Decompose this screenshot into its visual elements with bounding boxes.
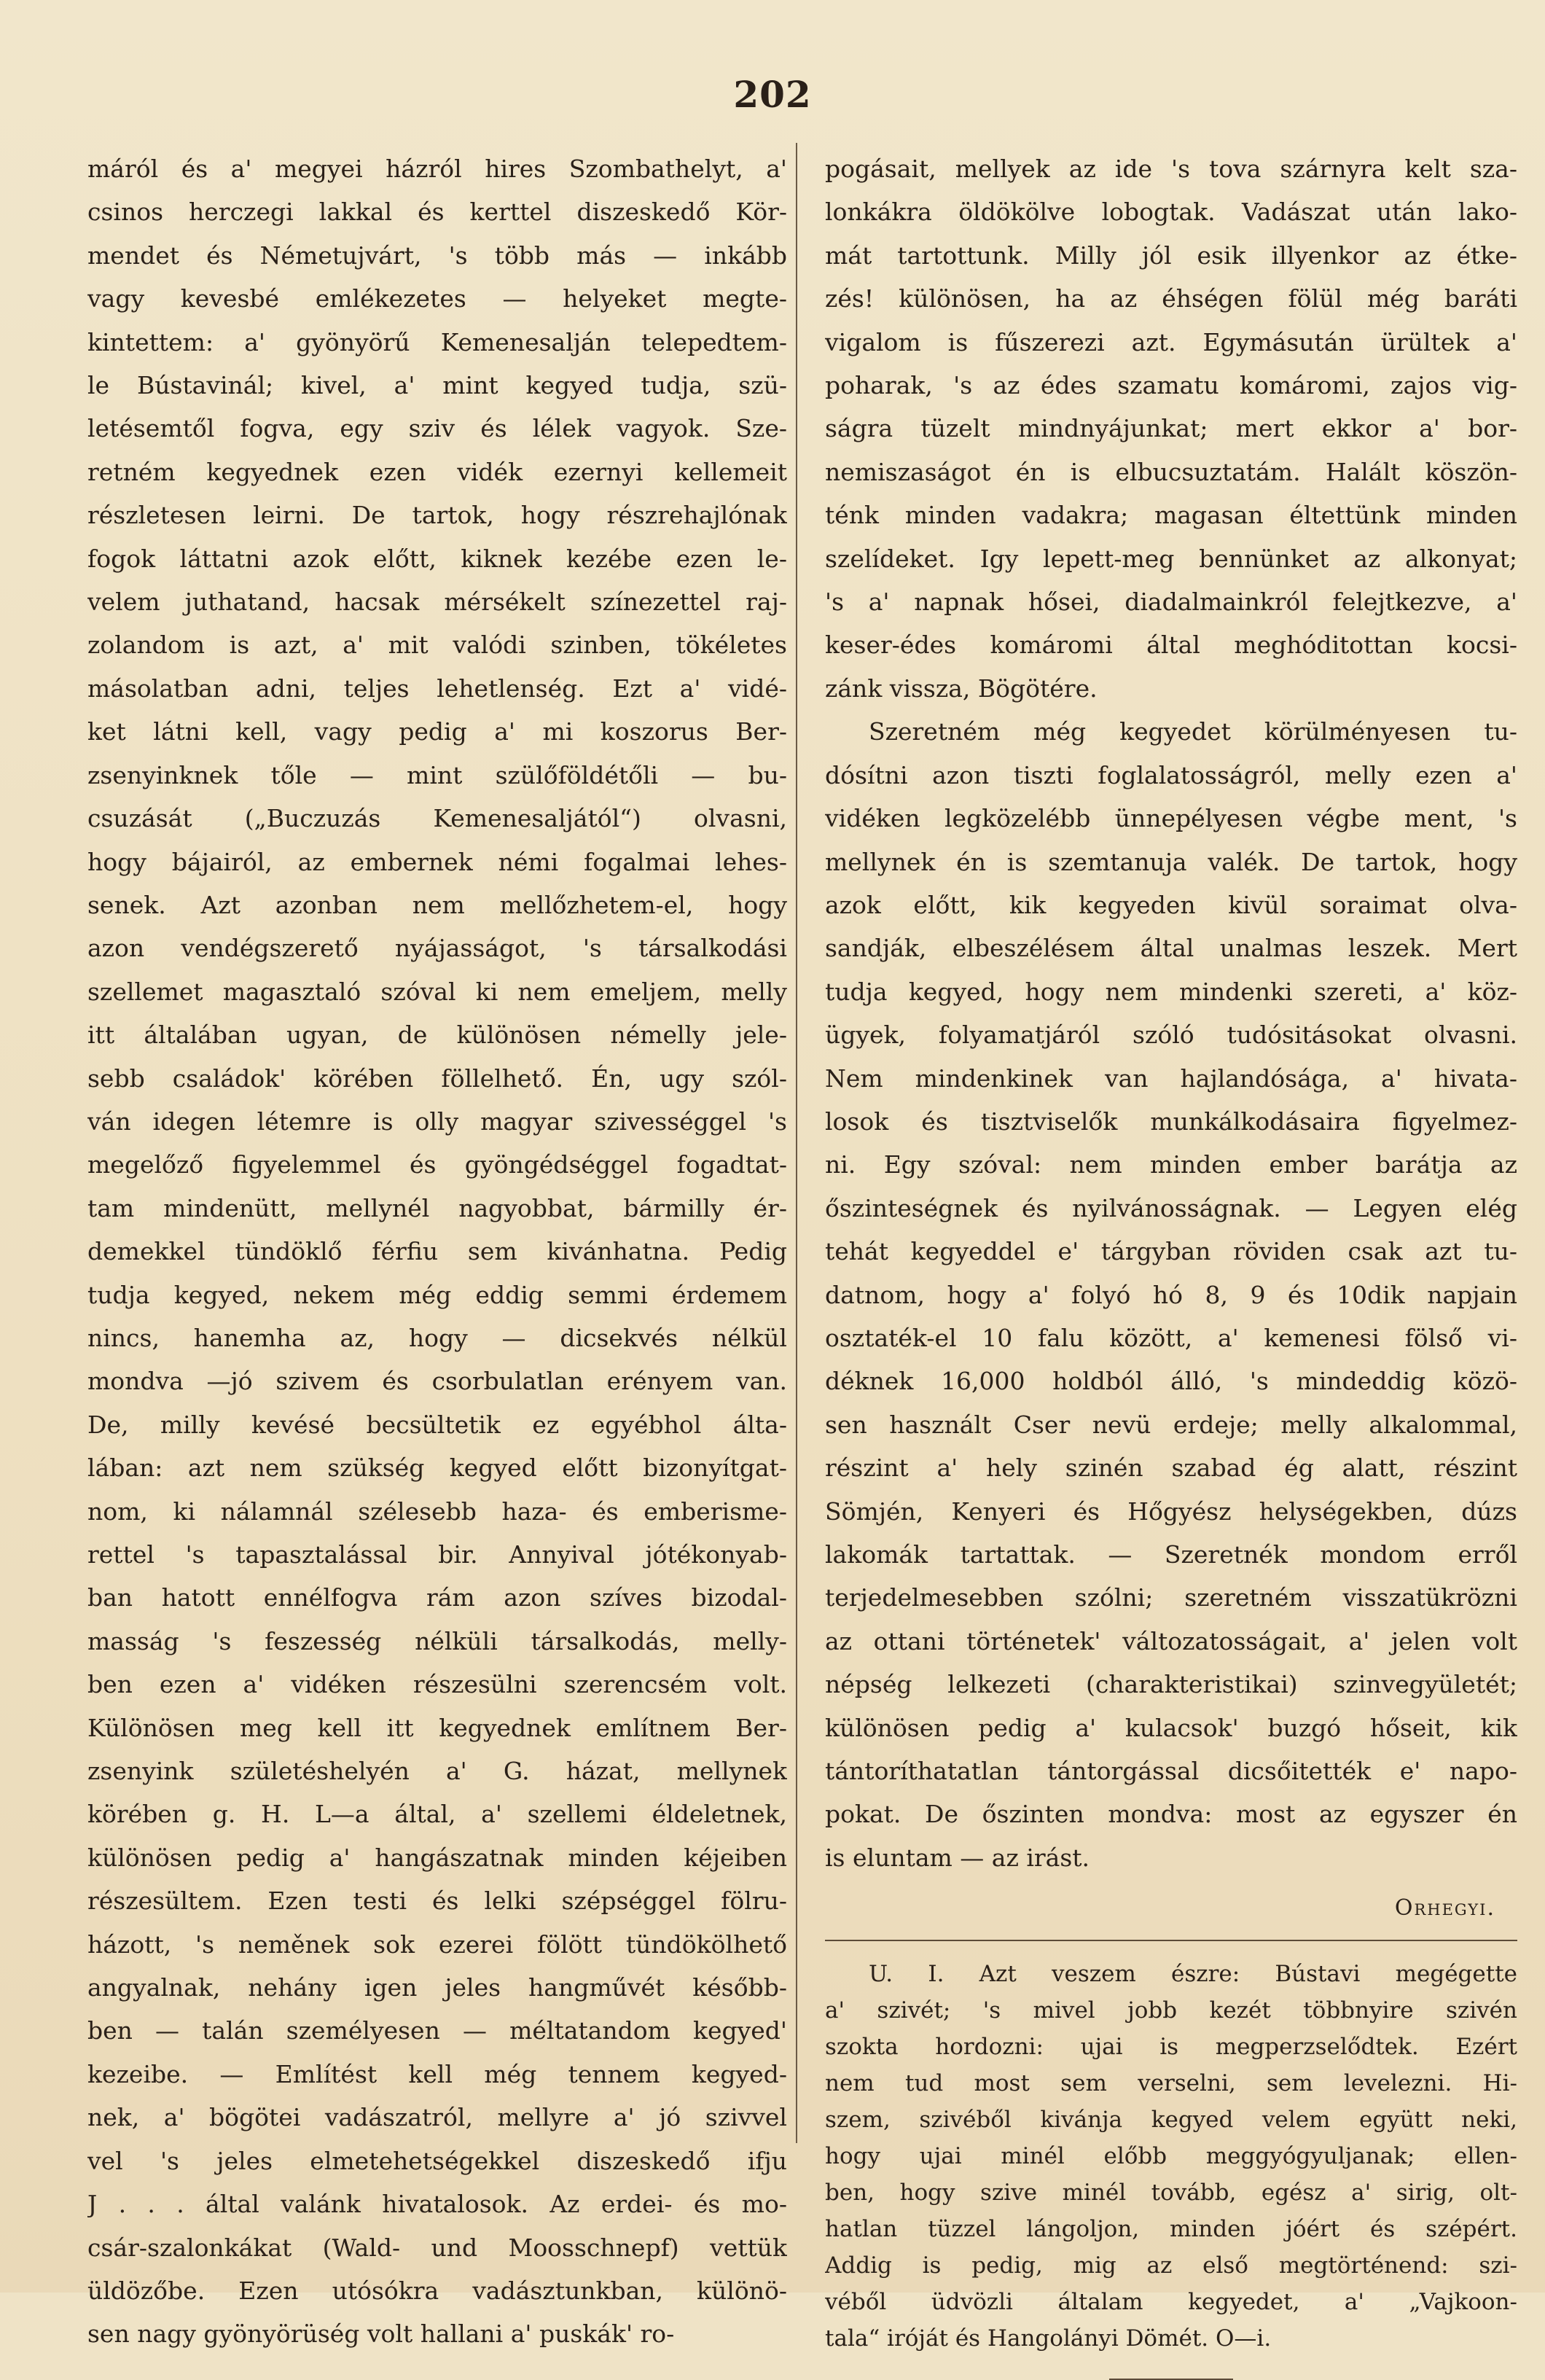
text-line: ni. Egy szóval: nem minden ember barátja az	[825, 1150, 1517, 1179]
text-line: pokat. De őszinten mondva: most az egyszer én	[825, 1800, 1517, 1829]
text-line: letésemtől fogva, egy sziv és lélek vagyok. Sze-	[87, 414, 787, 443]
text-line: lakomák tartattak. — Szeretnék mondom erről	[825, 1540, 1517, 1569]
text-line: különösen pedig a' kulacsok' buzgó hőseit, kik	[825, 1713, 1517, 1742]
text-line: sandják, elbeszélésem által unalmas leszek. Mert	[825, 934, 1517, 963]
text-line: itt általában ugyan, de különösen némelly jele-	[87, 1021, 787, 1050]
text-line: népség lelkezeti (charakteristikai) szinvegyületét;	[825, 1670, 1517, 1699]
text-line: vagy kevesbé emlékezetes — helyeket megte-	[87, 284, 787, 313]
text-line: Szeretném még kegyedet körülményesen tu-	[869, 717, 1517, 746]
text-line: vel 's jeles elmetehetségekkel diszeskedő ifju	[87, 2146, 787, 2175]
text-line: rettel 's tapasztalással bir. Annyival jótékonyab-	[87, 1540, 787, 1569]
text-line: házott, 's neměnek sok ezerei fölött tündökölhető	[87, 1930, 787, 1959]
text-line: megelőző figyelemmel és gyöngédséggel fogadtat-	[87, 1150, 787, 1179]
text-line: tehát kegyeddel e' tárgyban röviden csak azt tu-	[825, 1237, 1517, 1266]
text-line: terjedelmesebben szólni; szeretném visszatükrözni	[825, 1583, 1517, 1612]
text-line: zés! különösen, ha az éhségen fölül még baráti	[825, 284, 1517, 313]
text-line: tudja kegyed, hogy nem mindenki szereti, a' köz-	[825, 977, 1517, 1006]
text-line: különösen pedig a' hangászatnak minden kéjeiben	[87, 1843, 787, 1872]
text-line: részesültem. Ezen testi és lelki szépséggel fölru-	[87, 1887, 787, 1916]
text-line: zánk vissza, Bögötére.	[825, 674, 1098, 703]
text-line: hatlan tüzzel lángoljon, minden jóért és szépért.	[825, 2216, 1517, 2243]
text-line: U. I. Azt veszem észre: Bústavi megégette	[869, 1961, 1517, 1988]
text-line: csinos herczegi lakkal és kerttel diszeskedő Kör-	[87, 198, 787, 227]
text-line: Addig is pedig, mig az első megtörténend: szi-	[825, 2252, 1517, 2279]
text-line: nemiszaságot én is elbucsuztatám. Halált köszön-	[825, 457, 1517, 486]
text-line: mát tartottunk. Milly jól esik illyenkor az étke-	[825, 241, 1517, 270]
text-line: nem tud most sem verselni, sem levelezni. Hi-	[825, 2070, 1517, 2097]
text-line: is eluntam — az irást.	[825, 1843, 1090, 1872]
text-line: tam mindenütt, mellynél nagyobbat, bármilly ér-	[87, 1193, 787, 1222]
text-line: hogy ujai minél előbb meggyógyuljanak; ellen-	[825, 2143, 1517, 2170]
text-line: mellynek én is szemtanuja valék. De tartok, hogy	[825, 847, 1517, 876]
text-line: zsenyinknek tőle — mint szülőföldétőli — bu-	[87, 760, 787, 789]
text-line: sen használt Cser nevü erdeje; melly alkalommal,	[825, 1410, 1517, 1439]
text-line: szem, szivéből kivánja kegyed velem együtt neki,	[825, 2107, 1517, 2134]
text-line: velem juthatand, hacsak mérsékelt színezettel raj-	[87, 588, 787, 617]
text-line: őszinteségnek és nyilvánosságnak. — Legyen elég	[825, 1193, 1517, 1222]
text-line: tántoríthatatlan tántorgással dicsőitették e' napo-	[825, 1757, 1517, 1786]
text-line: demekkel tündöklő férfiu sem kivánhatna. Pedig	[87, 1237, 787, 1266]
text-line: üldözőbe. Ezen utósókra vadásztunkban, különö-	[87, 2276, 787, 2305]
text-line: Sömjén, Kenyeri és Hőgyész helységekben, dúzs	[825, 1497, 1517, 1526]
signature: Orhegyi.	[1394, 1895, 1495, 1921]
page-number: 202	[733, 73, 812, 116]
text-line: a' szivét; 's mivel jobb kezét többnyire szivén	[825, 1997, 1517, 2024]
text-line: kezeibe. — Említést kell még tennem kegyed-	[87, 2059, 787, 2088]
text-line: vidéken legközelébb ünnepélyesen végbe ment, 's	[825, 804, 1517, 833]
text-line: tudja kegyed, nekem még eddig semmi érdemem	[87, 1280, 787, 1309]
text-line: tala“ iróját és Hangolányi Dömét. O—i.	[825, 2325, 1272, 2352]
text-line: J . . . által valánk hivatalosok. Az erdei- és mo-	[87, 2190, 787, 2219]
text-line: másolatban adni, teljes lehetlenség. Ezt a' vidé-	[87, 674, 787, 703]
postscript	[825, 1956, 1517, 2357]
text-line: ban hatott ennélfogva rám azon szíves bizodal-	[87, 1583, 787, 1612]
text-line: ténk minden vadakra; magasan éltettünk minden	[825, 501, 1517, 530]
text-line: dósítni azon tiszti foglalatosságról, melly ezen a'	[825, 760, 1517, 789]
text-line: datnom, hogy a' folyó hó 8, 9 és 10dik napjain	[825, 1280, 1517, 1309]
right-column-text	[825, 147, 1517, 1879]
text-line: nom, ki nálamnál szélesebb haza- és emberisme-	[87, 1497, 787, 1526]
text-line: azon vendégszerető nyájasságot, 's társalkodási	[87, 934, 787, 963]
text-line: masság 's feszesség nélküli társalkodás, melly-	[87, 1626, 787, 1655]
section-rule	[825, 1940, 1517, 1941]
text-line: osztaték-el 10 falu között, a' kemenesi fölső vi-	[825, 1323, 1517, 1352]
text-line: kintettem: a' gyönyörű Kemenesalján telepedtem-	[87, 327, 787, 356]
text-line: szellemet magasztaló szóval ki nem emeljem, melly	[87, 977, 787, 1006]
text-line: ván idegen létemre is olly magyar szivességgel 's	[87, 1107, 787, 1136]
text-line: részint a' hely szinén szabad ég alatt, részint	[825, 1454, 1517, 1483]
text-line: lonkákra öldökölve lobogtak. Vadászat után lako-	[825, 198, 1517, 227]
text-line: csár-szalonkákat (Wald- und Moosschnepf) vettük	[87, 2233, 787, 2262]
text-line: szokta hordozni: ujai is megperzselődtek. Ezért	[825, 2034, 1517, 2061]
text-line: máról és a' megyei házról hires Szombathelyt, a'	[87, 155, 787, 183]
text-line: azok előtt, kik kegyeden kivül soraimat olva-	[825, 890, 1517, 919]
text-line: szelídeket. Igy lepett-meg bennünket az alkonyat;	[825, 544, 1517, 573]
text-line: ügyek, folyamatjáról szóló tudósitásokat olvasni.	[825, 1021, 1517, 1050]
text-line: 's a' napnak hősei, diadalmainkról felejtkezve, a'	[825, 588, 1517, 617]
text-line: fogok láttatni azok előtt, kiknek kezébe ezen le-	[87, 544, 787, 573]
text-line: pogásait, mellyek az ide 's tova szárnyra kelt sza-	[825, 155, 1517, 183]
text-line: nincs, hanemha az, hogy — dicsekvés nélkül	[87, 1323, 787, 1352]
text-line: mendet és Németujvárt, 's több más — inkább	[87, 241, 787, 270]
text-line: mondva —jó szivem és csorbulatlan erényem van.	[87, 1367, 787, 1396]
text-line: Különösen meg kell itt kegyednek említnem Ber-	[87, 1713, 787, 1742]
text-line: le Bústavinál; kivel, a' mint kegyed tudja, szü-	[87, 371, 787, 400]
text-line: zsenyink születéshelyén a' G. házat, mellynek	[87, 1757, 787, 1786]
text-line: nek, a' bögötei vadászatról, mellyre a' jó szivvel	[87, 2103, 787, 2132]
text-line: csuzását („Buczuzás Kemenesaljától“) olvasni,	[87, 804, 787, 833]
text-line: sebb családok' körében föllelhető. Én, ugy szól-	[87, 1064, 787, 1093]
text-line: az ottani történetek' változatosságait, a' jelen volt	[825, 1626, 1517, 1655]
text-line: keser-édes komáromi által meghóditottan kocsi-	[825, 631, 1517, 660]
text-line: körében g. H. L—a által, a' szellemi éldeletnek,	[87, 1800, 787, 1829]
text-line: poharak, 's az édes szamatu komáromi, zajos vig-	[825, 371, 1517, 400]
text-line: zolandom is azt, a' mit valódi szinben, tökéletes	[87, 631, 787, 660]
text-line: részletesen leirni. De tartok, hogy részrehajlónak	[87, 501, 787, 530]
text-line: senek. Azt azonban nem mellőzhetem-el, hogy	[87, 890, 787, 919]
text-line: ket látni kell, vagy pedig a' mi koszorus Ber-	[87, 717, 787, 746]
text-line: angyalnak, nehány igen jeles hangművét később-	[87, 1973, 787, 2002]
text-line: ben — talán személyesen — méltatandom kegyed'	[87, 2016, 787, 2045]
text-line: retném kegyednek ezen vidék ezernyi kellemeit	[87, 457, 787, 486]
text-line: véből üdvözli általam kegyedet, a' „Vajkoon-	[825, 2289, 1517, 2316]
text-line: ben ezen a' vidéken részesülni szerencsém volt.	[87, 1670, 787, 1699]
text-line: losok és tisztviselők munkálkodásaira figyelmez-	[825, 1107, 1517, 1136]
text-line: vigalom is fűszerezi azt. Egymásután ürültek a'	[825, 327, 1517, 356]
text-line: ságra tüzelt mindnyájunkat; mert ekkor a' bor-	[825, 414, 1517, 443]
text-line: déknek 16,000 holdból álló, 's mindeddig közö-	[825, 1367, 1517, 1396]
text-line: Nem mindenkinek van hajlandósága, a' hivata-	[825, 1064, 1517, 1093]
text-line: lában: azt nem szükség kegyed előtt bizonyítgat-	[87, 1454, 787, 1483]
text-line: De, milly kevésé becsültetik ez egyébhol álta-	[87, 1410, 787, 1439]
text-line: sen nagy gyönyörüség volt hallani a' puskák' ro-	[87, 2319, 675, 2349]
text-line: ben, hogy szive minél tovább, egész a' sirig, olt-	[825, 2180, 1517, 2207]
text-line: hogy bájairól, az embernek némi fogalmai lehes-	[87, 847, 787, 876]
column-divider	[796, 143, 797, 2143]
left-column	[87, 147, 787, 2356]
right-column	[825, 147, 1517, 2380]
